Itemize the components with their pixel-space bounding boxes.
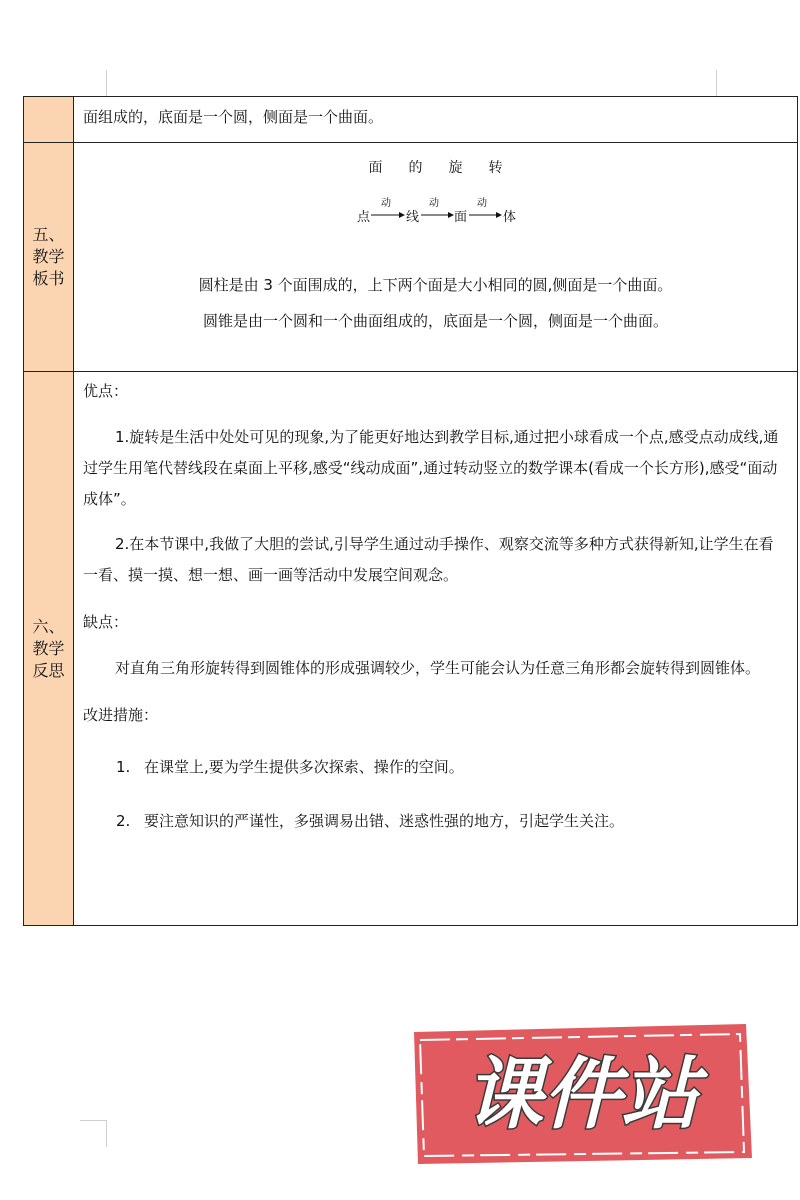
row-label-empty [24,97,74,143]
blackboard-content [74,143,797,371]
reflection-label-text: 六、 教学 反思 [32,616,65,680]
table-row-reflection [24,372,798,926]
reflection-content [74,372,797,832]
improve-item-2-num: 2. [116,812,131,830]
flow-node-body: 体 [503,210,517,225]
pro-item-1: 1.旋转是生活中处处可见的现象,为了能更好地达到教学目标,通过把小球看成一个点,感受点动成线,通过学生用笔代替线段在桌面上平移,感受“线动成面”,通过转动竖立的数学课本(看成一个长方形),感受“面动成体”。 [83,428,779,508]
crop-mark-top-left [80,70,107,97]
flow-arrow-label-1: 动 [381,198,391,209]
improve-title: 改进措施： [83,706,159,724]
cons-title: 缺点： [83,613,129,631]
courseware-station-stamp [406,1018,758,1168]
continuation-text: 面组成的，底面是一个圆，侧面是一个曲面。 [83,108,384,126]
flow-node-line: 线 [406,210,420,225]
board-cone-statement: 圆锥是由一个圆和一个曲面组成的，底面是一个圆，侧面是一个曲面。 [202,312,668,330]
improve-item-1-text: 在课堂上,要为学生提供多次探索、操作的空间。 [144,758,464,776]
board-cell [74,143,798,372]
point-line-surface-body-flow [355,194,525,234]
board-label-text: 五、 教学 板书 [32,225,65,288]
con-item-1: 对直角三角形旋转得到圆锥体的形成强调较少，学生可能会认为任意三角形都会旋转得到圆锥体。 [115,659,761,677]
flow-node-point: 点 [357,210,371,225]
row-label-board [24,143,74,372]
improve-item-1 [83,756,783,778]
pros-title: 优点： [83,382,129,400]
improve-item-2 [83,810,783,832]
crop-mark-bottom-left [80,1120,107,1147]
flow-arrow-label-2: 动 [429,198,439,209]
continuation-cell [74,97,798,143]
watermark-text: 课件站 [464,1050,700,1140]
board-title: 面的旋转 [368,160,529,176]
crop-mark-top-right [716,70,743,97]
board-cylinder-statement: 圆柱是由 3 个面围成的，上下两个面是大小相同的圆,侧面是一个曲面。 [198,276,673,294]
improve-item-1-num: 1. [116,758,131,776]
flow-arrow-label-3: 动 [477,198,487,209]
flow-node-surface: 面 [454,210,468,225]
pro-item-2: 2.在本节课中,我做了大胆的尝试,引导学生通过动手操作、观察交流等多种方式获得新知,让学生在看一看、摸一摸、想一想、画一画等活动中发展空间观念。 [83,535,774,584]
reflection-cell [74,372,798,926]
table-row-board [24,143,798,372]
table-row-continuation [24,97,798,143]
row-label-reflection [24,372,74,926]
improve-item-2-text: 要注意知识的严谨性，多强调易出错、迷惑性强的地方，引起学生关注。 [144,812,625,830]
